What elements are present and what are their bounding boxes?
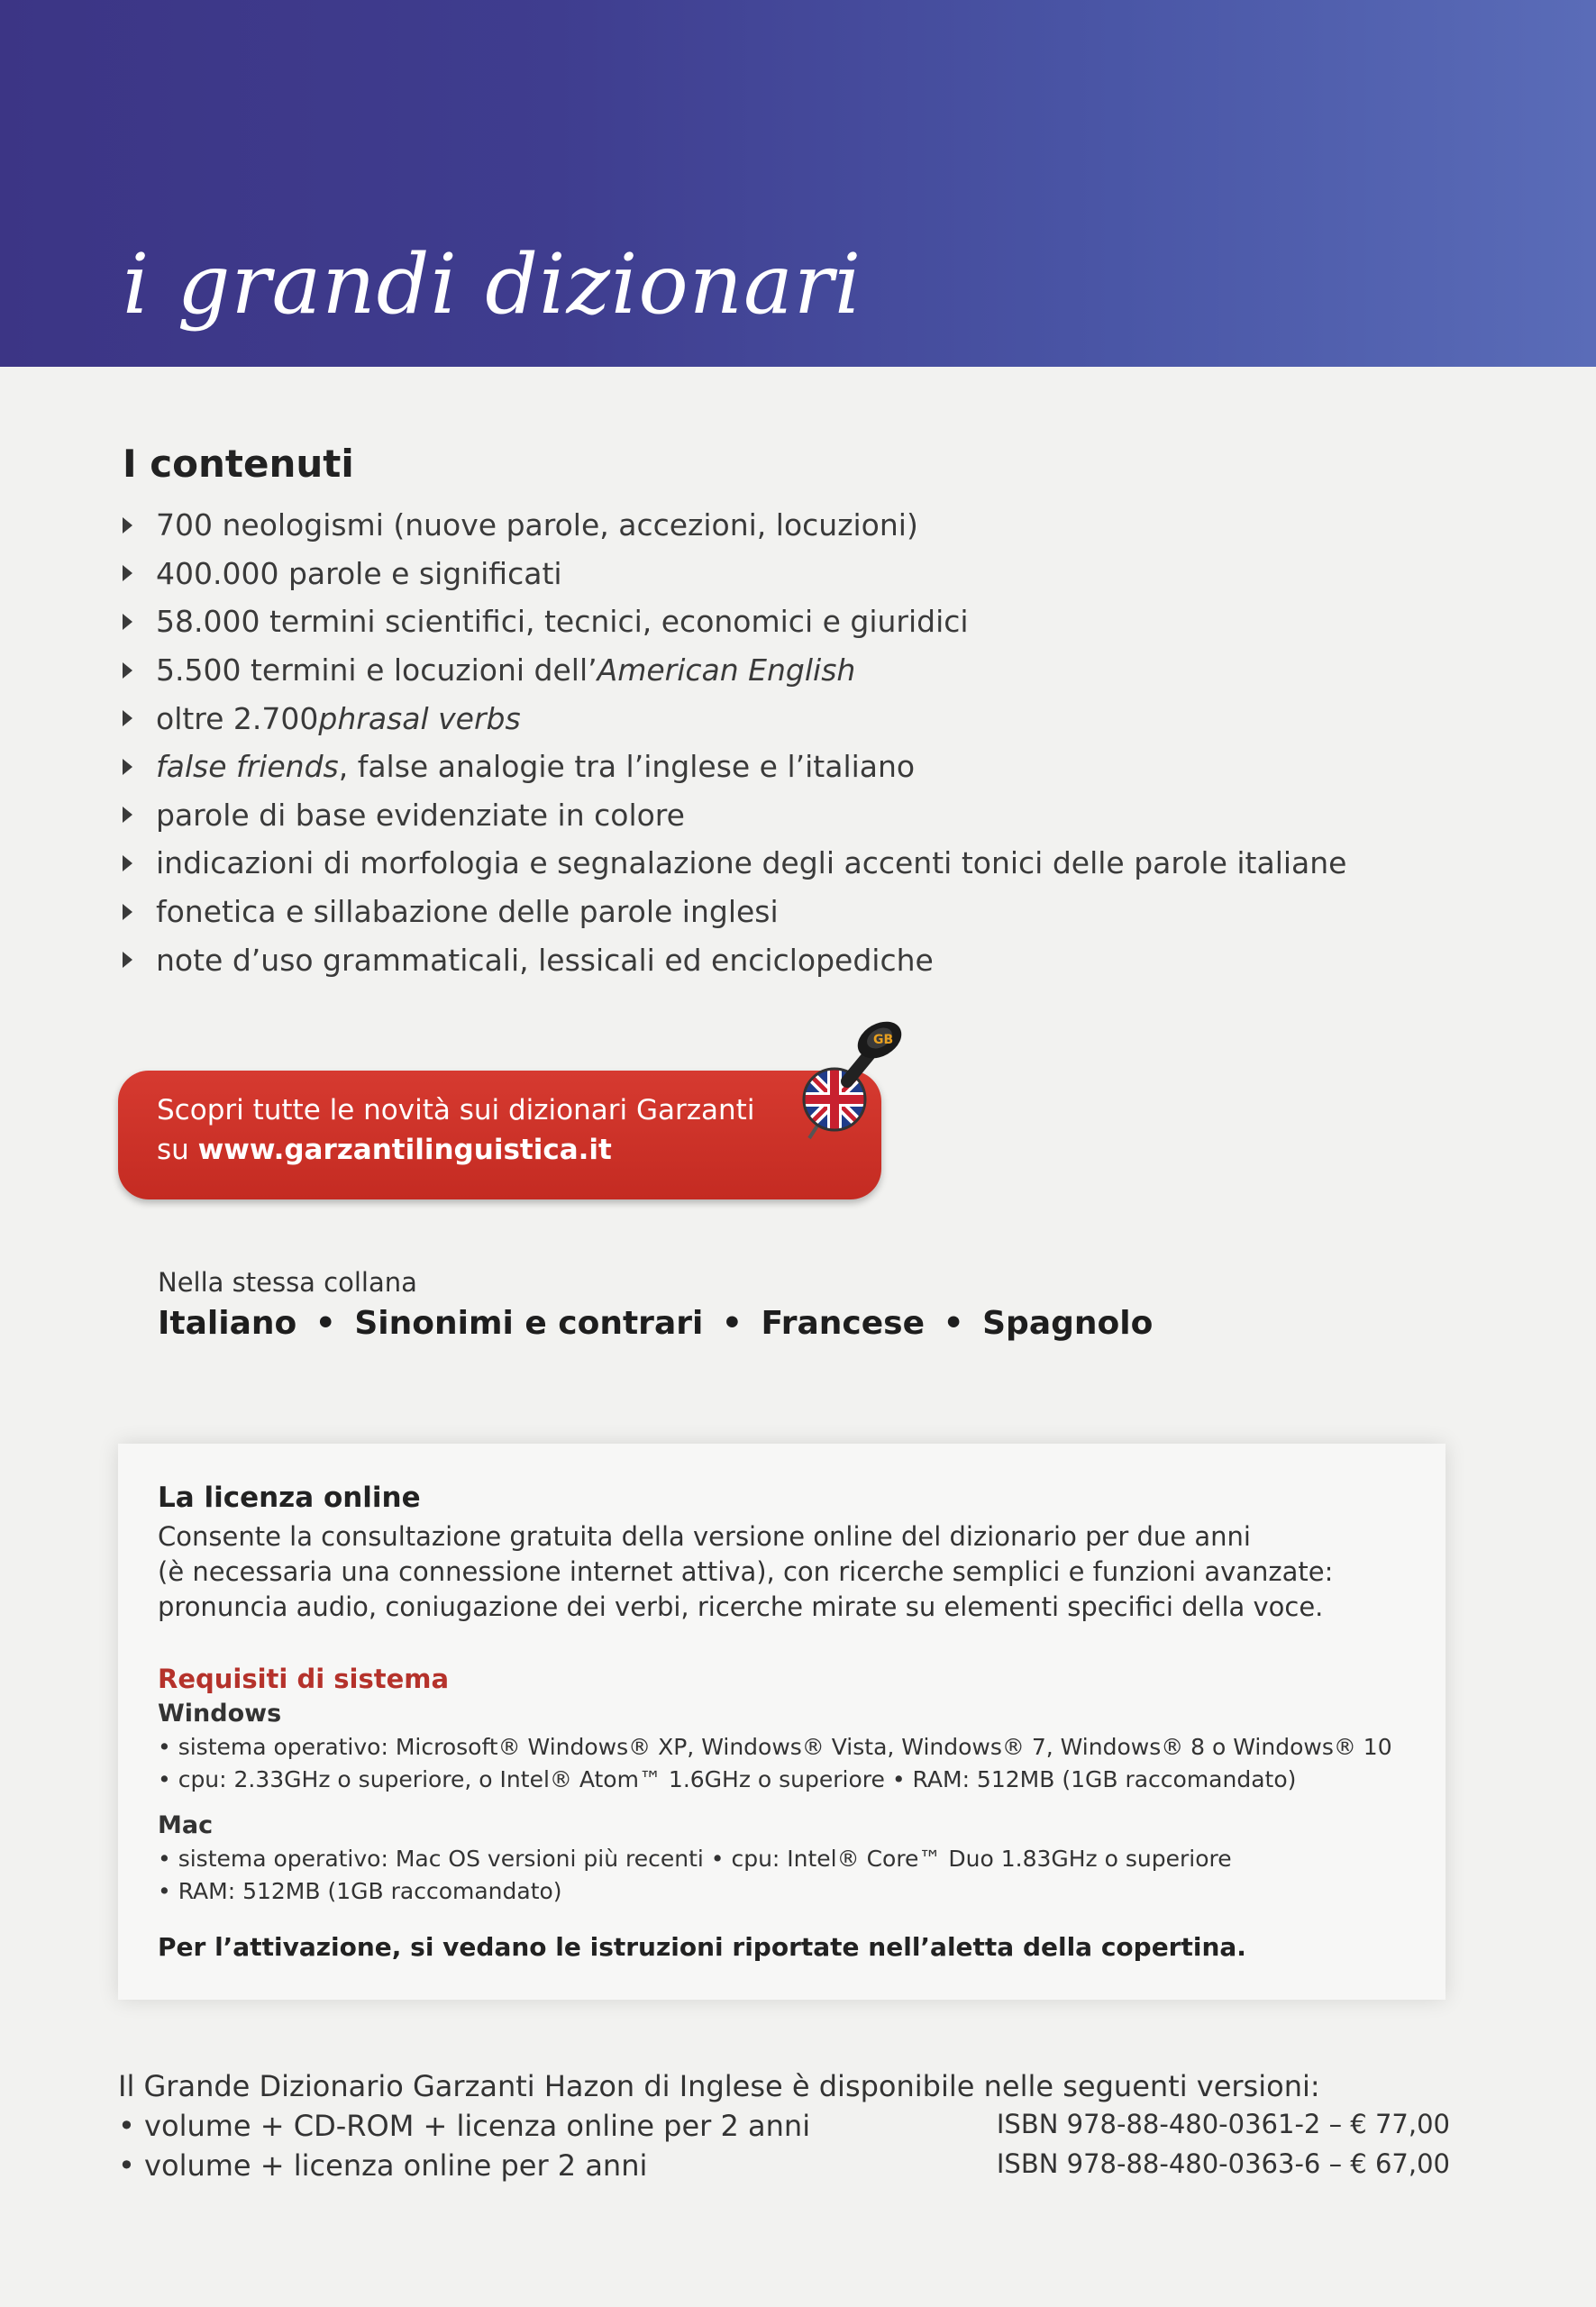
contents-heading: I contenuti xyxy=(123,442,354,486)
bullet-triangle-icon xyxy=(123,952,132,968)
bullet-triangle-icon xyxy=(123,517,132,533)
list-item: oltre 2.700 phrasal verbs xyxy=(123,694,1346,743)
uk-flag-pushpin-icon xyxy=(793,1017,919,1143)
versions-intro: Il Grande Dizionario Garzanti Hazon di Inglese è disponibile nelle seguenti versioni: xyxy=(118,2069,1320,2103)
bullet-triangle-icon xyxy=(123,710,132,726)
series-label: Nella stessa collana xyxy=(158,1267,417,1298)
bullet-triangle-icon xyxy=(123,565,132,581)
series-title-item: Francese xyxy=(761,1305,926,1342)
mac-req-line: • RAM: 512MB (1GB raccomandato) xyxy=(158,1878,562,1904)
bullet-triangle-icon xyxy=(123,759,132,775)
windows-req-line: • sistema operativo: Microsoft® Windows® XP, Windows® Vista, Windows® 7, Windows® 8 o Windows® 10 xyxy=(158,1734,1392,1760)
version-isbn-price: ISBN 978-88-480-0363-6 – € 67,00 xyxy=(996,2148,1450,2179)
separator-dot: • xyxy=(315,1305,336,1342)
list-item: 58.000 termini scientifici, tecnici, economici e giuridici xyxy=(123,597,1346,646)
version-description: • volume + licenza online per 2 anni xyxy=(118,2148,648,2183)
list-item: 5.500 termini e locuzioni dell’ American English xyxy=(123,646,1346,695)
list-item: 700 neologismi (nuove parole, accezioni, locuzioni) xyxy=(123,501,1346,550)
list-item: indicazioni di morfologia e segnalazione degli accenti tonici delle parole italiane xyxy=(123,839,1346,888)
series-title-item: Sinonimi e contrari xyxy=(354,1305,704,1342)
bullet-triangle-icon xyxy=(123,904,132,920)
website-banner xyxy=(118,1071,881,1199)
bullet-triangle-icon xyxy=(123,807,132,823)
mac-req-line: • sistema operativo: Mac OS versioni più recenti • cpu: Intel® Core™ Duo 1.83GHz o superiore xyxy=(158,1846,1232,1872)
windows-req-line: • cpu: 2.33GHz o superiore, o Intel® Atom™ 1.6GHz o superiore • RAM: 512MB (1GB raccomandato) xyxy=(158,1766,1297,1792)
list-item: note d’uso grammaticali, lessicali ed enciclopediche xyxy=(123,935,1346,984)
mac-label: Mac xyxy=(158,1811,214,1839)
list-item: parole di base evidenziate in colore xyxy=(123,791,1346,840)
website-link[interactable]: www.garzantilinguistica.it xyxy=(197,1134,612,1166)
license-box xyxy=(118,1444,1446,2000)
version-description: • volume + CD-ROM + licenza online per 2 anni xyxy=(118,2109,811,2143)
version-row xyxy=(118,2109,1450,2147)
requirements-heading: Requisiti di sistema xyxy=(158,1664,450,1694)
contents-list xyxy=(123,501,1346,984)
banner-url-line: su www.garzantilinguistica.it xyxy=(157,1134,612,1166)
banner-text: Scopri tutte le novità sui dizionari Garzanti xyxy=(157,1094,755,1126)
license-title: La licenza online xyxy=(158,1482,421,1514)
bullet-triangle-icon xyxy=(123,855,132,871)
separator-dot: • xyxy=(721,1305,743,1342)
version-isbn-price: ISBN 978-88-480-0361-2 – € 77,00 xyxy=(996,2109,1450,2139)
separator-dot: • xyxy=(943,1305,964,1342)
version-row xyxy=(118,2148,1450,2186)
series-title: i grandi dizionari xyxy=(123,236,862,333)
header-band xyxy=(0,0,1596,367)
series-titles xyxy=(158,1305,1153,1342)
list-item: fonetica e sillabazione delle parole inglesi xyxy=(123,888,1346,936)
list-item: 400.000 parole e significati xyxy=(123,550,1346,598)
windows-label: Windows xyxy=(158,1700,282,1728)
license-description: Consente la consultazione gratuita della versione online del dizionario per due anni (è necessaria una connessione internet attiva), con ricerche semplici e funzioni avanzate: pronuncia audio, coniugazione dei verbi, ricerche mirate su elementi specifici della voce. xyxy=(158,1521,1334,1622)
activation-note: Per l’attivazione, si vedano le istruzioni riportate nell’aletta della copertina. xyxy=(158,1932,1246,1962)
series-title-item: Italiano xyxy=(158,1305,297,1342)
bullet-triangle-icon xyxy=(123,614,132,630)
bullet-triangle-icon xyxy=(123,662,132,679)
pin-label: GB xyxy=(873,1033,894,1047)
list-item: false friends , false analogie tra l’inglese e l’italiano xyxy=(123,743,1346,791)
series-title-item: Spagnolo xyxy=(982,1305,1154,1342)
